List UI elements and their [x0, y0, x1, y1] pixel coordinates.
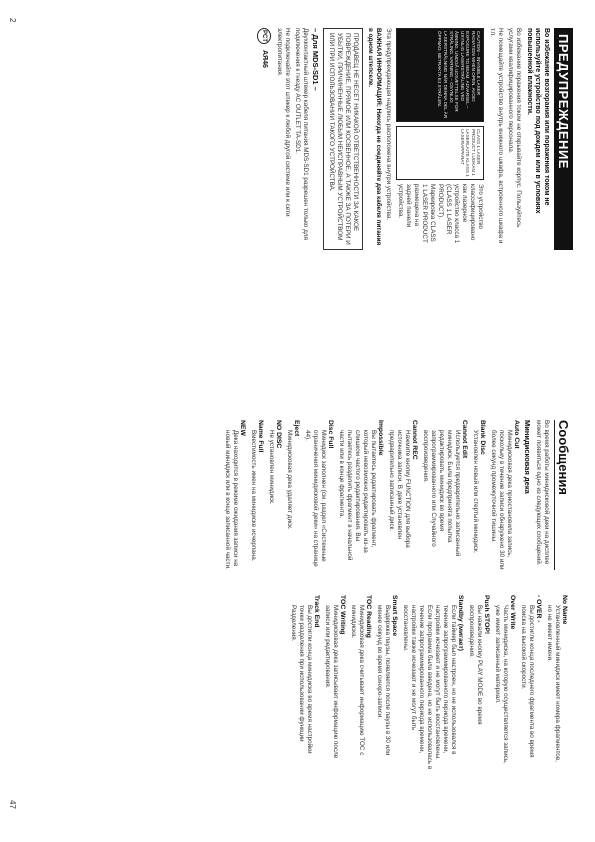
message-description: Вместимость имен на минидиске исчерпана.: [250, 430, 257, 562]
message-description: Минидисковая дека удаляет диск.: [286, 430, 293, 530]
message-description: Установленный минидиск имеет номера фрагментов, но не имеет имени.: [546, 605, 561, 762]
pct-logo-icon: PCT: [258, 28, 272, 44]
message-item: [289, 595, 320, 770]
warning-paragraph-2: Не помещайте устройство внутрь книжного шкафа, встроенного шкафа и т.п.: [489, 28, 505, 244]
message-description: Дека находится в режиме ожидания записи на новый минидиск или в конце записанной части.: [224, 430, 239, 570]
message-description: Не установлен минидиск.: [268, 430, 275, 505]
messages-column-2: [0, 595, 571, 770]
message-term: Cannot Edit: [461, 420, 468, 459]
message-item: [519, 595, 542, 770]
left-page-number: 2: [8, 18, 17, 23]
message-description: Вы достигли конца последнего фрагмента во время поиска на высокой скорости.: [520, 605, 535, 758]
message-description: Вы пытаетесь редактировать фрагмент, который невозможно редактировать из-за слишком частого редактирования. Вы пытаетесь разделить фрагмент в начальной части или в конце фрагмента.: [338, 430, 377, 561]
message-description: Минидисковая дека записывает информацию после записи или редактирования.: [324, 605, 339, 759]
message-item: [323, 595, 346, 770]
warning-paragraph-1: Во избежание поражения током не открывайте корпус. Пользуйтесь услугами квалифицированного персонала.: [507, 28, 523, 228]
messages-intro: Во время работы минидисковой деки на дисплее может появиться одно из следующих сообщений.: [535, 420, 550, 566]
message-term: Cannot REC: [411, 420, 418, 460]
message-term: NO DISC: [275, 420, 282, 449]
message-item: [223, 420, 246, 570]
message-term: Name Full: [257, 420, 264, 453]
message-item: [337, 420, 384, 570]
liability-box: ПРОДАВЕЦ НЕ НЕСЕТ НИКАКОЙ ОТВЕТСТВЕННОСТИ ЗА КАКОЕ ПОВРЕЖДЕНИЕ, ПРЯМОЕ ИЛИ КОСВЕННОЕ, А ТАКЖЕ ЗА ПОТЕРИ И УБЫТКИ, ПРИЧИНЕННЫЕ ЛЮБЫМ НЕИСПРАВНЫМ УСТРОЙСТВОМ ИЛИ ПРИ ИСПОЛЬЗОВАНИИ ТАКОГО УСТРОЙСТВА.: [324, 28, 364, 250]
warning-paragraph-3: Эта предупреждающая надпись расположена внутри устройства.: [385, 28, 393, 221]
message-description: Часть минидиска, на которую осуществляется запись, уже имеет записанный материал.: [494, 605, 509, 764]
laser-labels: [397, 28, 485, 250]
md-deck-subheading: Минидисковая дека: [523, 420, 532, 494]
model-paragraph-2: Не подключайте этот штекер к любой другой системе или к сети электропитания.: [276, 28, 292, 217]
message-item: [467, 595, 490, 770]
message-description: Используется предварительно записанный минидиск. Была предпринята попытка редактировать минидиск во время запрограммированного или Случайного воспроизведения.: [422, 430, 461, 557]
warning-heading: ПРЕДУПРЕЖДЕНИЕ: [554, 28, 573, 250]
message-term: Over Write: [509, 595, 516, 630]
message-item: [493, 595, 516, 770]
message-term: Standby (мигает): [457, 595, 464, 652]
message-item: [267, 420, 282, 570]
message-term: No Name: [561, 595, 568, 625]
model-heading: – Для MDS-SD1 –: [311, 28, 321, 91]
message-description: Выдержка паузы, появляется после паузы в 30 или менее секунд во время синхро-записи.: [376, 605, 391, 756]
message-item: [285, 420, 300, 570]
message-description: Вы достигли конца минидиска во время настройки точки разделения при использовании функции Разделения.: [290, 605, 313, 754]
message-term: Eject: [293, 420, 300, 437]
message-item: [349, 595, 372, 770]
message-item: [471, 420, 486, 570]
message-description: Минидисковая дека считывает информацию TOC с минидиска.: [350, 605, 365, 756]
message-term: Auto Cut: [513, 420, 520, 449]
right-page-number: 47: [8, 800, 17, 809]
model-paragraph-1: Двухконтактный штекер кабеля питания MDS-SD1 разрешен только для подключения к гнезду AC OUTLET TA-SD1.: [294, 28, 310, 240]
certification-code: АЯ46: [261, 50, 268, 68]
message-term: NEW: [239, 420, 246, 436]
message-item: [421, 420, 468, 570]
message-description: Нажмите кнопку FUNCTION для выбора источника записи. В деке установлен предварительно записанный диск.: [388, 430, 411, 548]
message-item: [387, 420, 418, 570]
message-description: Установлен новый или стертый минидиск.: [472, 430, 479, 554]
messages-column-1: [0, 420, 571, 570]
message-item: [545, 595, 568, 770]
message-description: Вы нажали кнопку PLAY MODE во время воспроизведения.: [468, 605, 483, 725]
message-term: Track End: [313, 595, 320, 628]
message-term: Smart Space: [391, 595, 398, 637]
certification-row: [258, 28, 272, 250]
message-item: [303, 420, 334, 570]
class1-laser-label: CLASS 1 LASER PRODUCT LUOKAN 1 LASERLAITE KLASS 1 LASERAPPARAT: [397, 126, 485, 180]
message-term: Disc Full: [327, 420, 334, 449]
message-term: Blank Disc: [479, 420, 486, 455]
warning-text: Во избежание возгорания или поражения током не используйте устройство под дождем или в условиях повышенной влажности.: [526, 28, 550, 214]
message-term: TOC Writing: [339, 595, 346, 635]
message-item: [375, 595, 398, 770]
message-term: Impossible: [377, 420, 384, 456]
left-page-column: [0, 28, 573, 250]
message-item: [489, 420, 520, 570]
message-term: TOC Reading: [365, 595, 372, 638]
message-list-2: [289, 595, 568, 770]
message-item: [249, 420, 264, 570]
message-item: [401, 595, 464, 770]
important-note: ВАЖНАЯ ИНФОРМАЦИЯ: Никогда не соединяйте два кабеля питания в одном штепселе.: [367, 28, 383, 246]
message-list-1: [223, 420, 520, 570]
message-description: Минидисковая дека приостановила запись, поскольку в течение записи обнаружено 30 или более секунд промежуточной тишины.: [490, 430, 513, 570]
message-description: Если таймер был настроен, но не использовался в течение запрограммированного периода времени, настройки исчезают и не могут быть восстановлены. Если программа была введена, но не использовалась в течение запрограммированного периода времени, настройки также исчезают и не могут быть восстановлены.: [402, 605, 457, 770]
message-description: Минидиск заполнен (см. раздел «Системные ограничения минидисковой деки» на странице 44).: [304, 430, 327, 567]
laser-caution-label: CAUTION – INVISIBLE LASER RADIATION WHEN OPEN. AVOID EXPOSURE TO BEAM. ADVARSEL – USYNLIG LASERSTRÅLING VED ÅBNING. UNDGÅ UDSÆTTELSE FOR STRÅLING. VARNING – OSYNLIG LASERSTRÅLNING NÄR DENNA DEL ÄR ÖPPNAD. BETRAKTA EJ STRÅLEN.: [397, 28, 485, 122]
laser-label-description: Это устройство классифицировано как лазерное устройство класса 1 (CLASS 1 LASER PRODUCT). Маркировка CLASS 1 LASER PRODUCT размещена на задней панели устройства.: [397, 184, 485, 244]
message-term: Push STOP!: [483, 595, 490, 635]
messages-title: Сообщения: [554, 420, 571, 570]
message-term: - OVER -: [535, 595, 542, 623]
